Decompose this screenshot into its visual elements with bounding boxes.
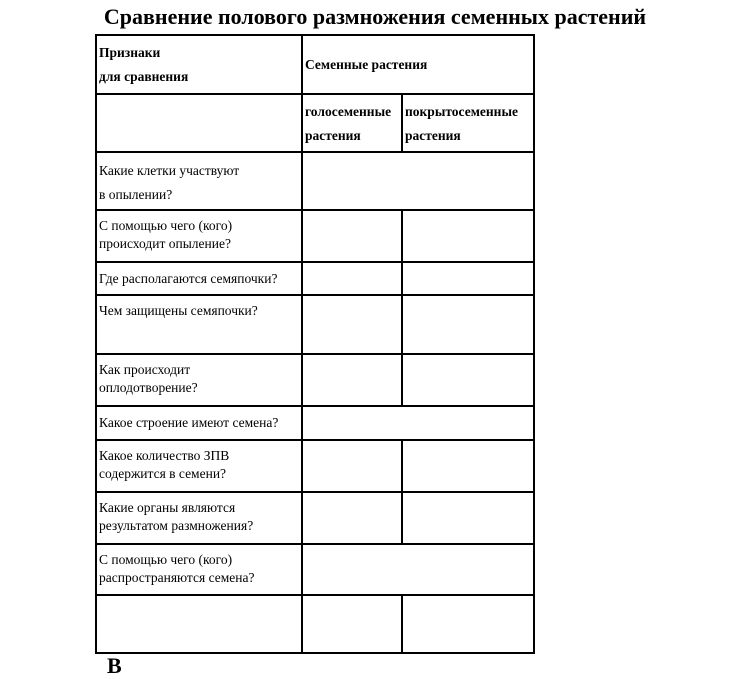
answer-cell-gymnosperms <box>302 492 402 544</box>
question-line: Какие клетки участвуют <box>99 163 240 178</box>
page-title: Сравнение полового размножения семенных растений <box>103 4 647 29</box>
table-row <box>96 544 534 595</box>
subheader-gymnosperms-line-1: голосеменные <box>305 104 392 119</box>
question-cell <box>96 406 302 440</box>
table-row <box>96 262 534 295</box>
subheader-empty-cell <box>96 94 302 152</box>
table-row <box>96 152 534 210</box>
question-cell <box>96 262 302 295</box>
empty-question-cell <box>96 595 302 653</box>
question-line: происходит опыление? <box>99 236 231 251</box>
bottom-cut-text: В <box>107 653 122 678</box>
table-row <box>96 295 534 354</box>
question-line: оплодотворение? <box>99 380 198 395</box>
question-line: в опылении? <box>99 187 173 202</box>
question-line: Какие органы являются <box>99 500 236 515</box>
answer-cell-angiosperms <box>402 440 534 492</box>
table-row-empty <box>96 595 534 653</box>
answer-cell-merged <box>302 544 534 595</box>
question-cell <box>96 152 302 210</box>
question-line: Как происходит <box>99 362 191 377</box>
question-line: Где располагаются семяпочки? <box>99 270 278 286</box>
answer-cell-angiosperms <box>402 295 534 354</box>
answer-cell-gymnosperms <box>302 354 402 406</box>
question-line: С помощью чего (кого) <box>99 218 233 233</box>
table-row <box>96 210 534 262</box>
answer-cell-angiosperms <box>402 262 534 295</box>
subheader-angiosperms-cell <box>402 94 534 152</box>
header-seed-plants-label: Семенные растения <box>305 56 428 72</box>
answer-cell-angiosperms <box>402 210 534 262</box>
table-header-row <box>96 35 534 94</box>
header-features-line-2: для сравнения <box>99 69 189 84</box>
answer-cell-angiosperms <box>402 354 534 406</box>
answer-cell-gymnosperms <box>302 295 402 354</box>
question-line: Какое количество ЗПВ <box>99 448 230 463</box>
question-cell <box>96 492 302 544</box>
question-line: Какое строение имеют семена? <box>99 415 279 430</box>
table-row <box>96 440 534 492</box>
table-subheader-row <box>96 94 534 152</box>
table-row <box>96 406 534 440</box>
answer-cell-gymnosperms <box>302 595 402 653</box>
header-seed-plants-cell <box>302 35 534 94</box>
question-line: содержится в семени? <box>99 466 227 481</box>
question-line: Чем защищены семяпочки? <box>99 303 258 318</box>
comparison-table <box>95 34 535 654</box>
question-cell <box>96 440 302 492</box>
answer-cell-merged <box>302 152 534 210</box>
subheader-gymnosperms-line-2: растения <box>305 128 361 143</box>
table-row <box>96 354 534 406</box>
question-line: распространяются семена? <box>99 570 255 585</box>
answer-cell-angiosperms <box>402 595 534 653</box>
table-row <box>96 492 534 544</box>
subheader-angiosperms-line-1: покрытосеменные <box>405 104 518 119</box>
question-line: С помощью чего (кого) <box>99 552 233 567</box>
subheader-angiosperms-line-2: растения <box>405 128 461 143</box>
answer-cell-gymnosperms <box>302 210 402 262</box>
question-cell <box>96 544 302 595</box>
question-cell <box>96 295 302 354</box>
question-cell <box>96 354 302 406</box>
answer-cell-merged <box>302 406 534 440</box>
header-features-cell <box>96 35 302 94</box>
subheader-gymnosperms-cell <box>302 94 402 152</box>
answer-cell-angiosperms <box>402 492 534 544</box>
question-line: результатом размножения? <box>99 518 254 533</box>
header-features-line-1: Признаки <box>99 45 161 60</box>
answer-cell-gymnosperms <box>302 440 402 492</box>
question-cell <box>96 210 302 262</box>
answer-cell-gymnosperms <box>302 262 402 295</box>
